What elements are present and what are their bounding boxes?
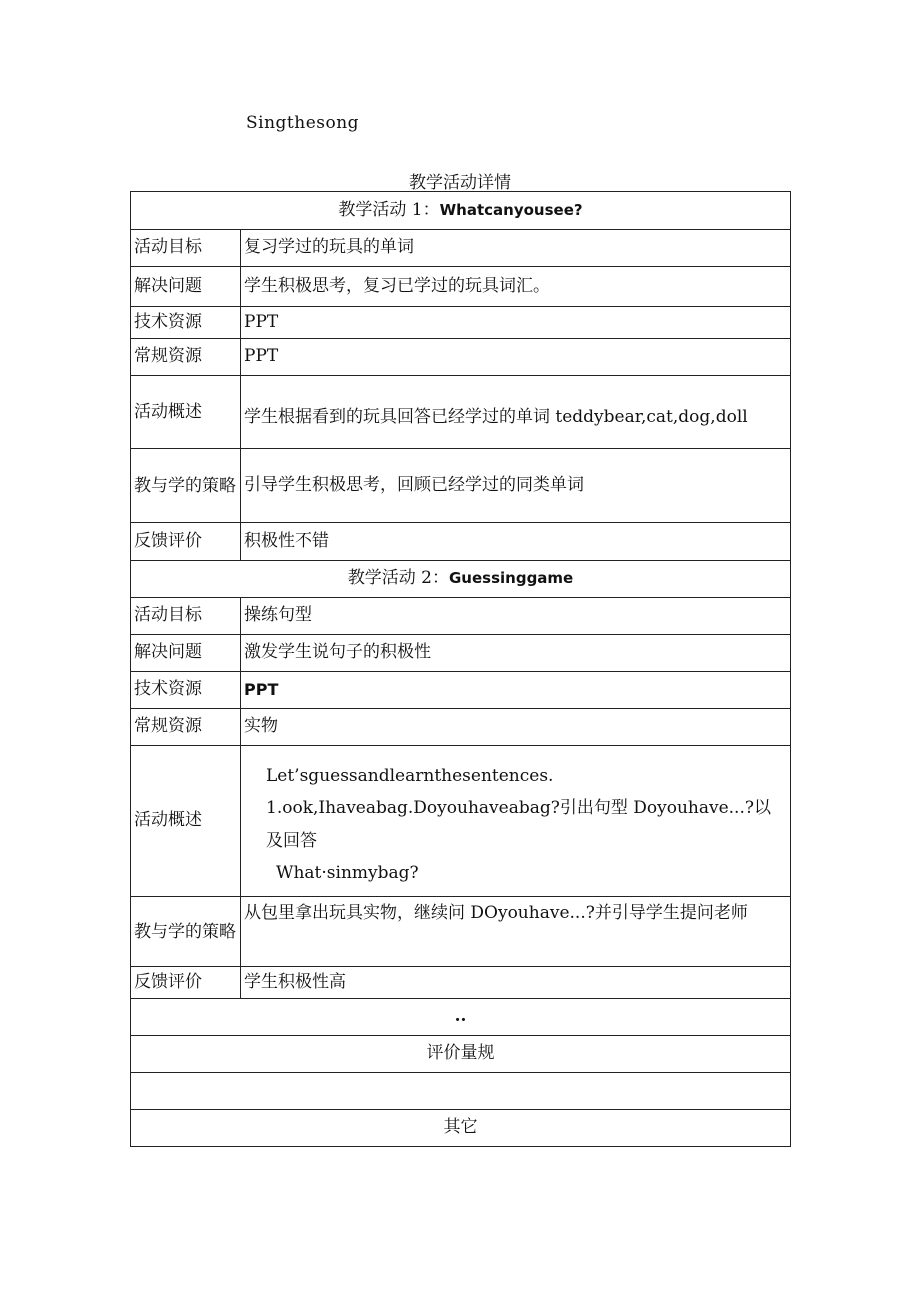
activity1-value-feedback: 积极性不错 xyxy=(241,523,791,561)
activity1-label-problem: 解决问题 xyxy=(131,267,241,307)
activity1-header-prefix: 教学活动 1： xyxy=(338,199,440,220)
activity2-value-goal: 操练句型 xyxy=(241,598,791,635)
table-title: 教学活动详情 xyxy=(409,173,511,193)
activity2-value-feedback: 学生积极性高 xyxy=(241,967,791,999)
activity1-label-feedback: 反馈评价 xyxy=(131,523,241,561)
activity2-row-feedback xyxy=(131,967,791,999)
activity1-value-problem: 学生积极思考，复习已学过的玩具词汇。 xyxy=(241,267,791,307)
overview-line-2: 1.ook,Ihaveabag.Doyouhaveabag?引出句型 Doyouhave...?以及回答 xyxy=(266,798,771,851)
activity1-header xyxy=(131,192,791,230)
activity2-header-prefix: 教学活动 2： xyxy=(347,568,449,589)
activity2-header xyxy=(131,561,791,598)
activity2-value-overview xyxy=(241,746,791,897)
ellipsis-cell: .. xyxy=(131,999,791,1036)
activity2-row-goal xyxy=(131,598,791,635)
activity1-label-overview: 活动概述 xyxy=(131,376,241,449)
activity2-label-tech: 技术资源 xyxy=(131,672,241,709)
activity2-row-tech xyxy=(131,672,791,709)
activity2-value-resource: 实物 xyxy=(241,709,791,746)
activity2-label-strategy: 教与学的策略 xyxy=(131,897,241,967)
overview-line-3: What·sinmybag? xyxy=(276,862,419,883)
evaluation-body-row xyxy=(131,1073,791,1110)
activity1-label-resource: 常规资源 xyxy=(131,339,241,376)
activity2-row-overview xyxy=(131,746,791,897)
overview-line-1: Let’sguessandlearnthesentences. xyxy=(266,766,554,786)
evaluation-body xyxy=(131,1073,791,1110)
intro-text: Singthesong xyxy=(246,113,360,133)
activity-table xyxy=(130,191,791,1147)
activity1-row-tech xyxy=(131,307,791,339)
activity1-value-tech: PPT xyxy=(241,307,791,339)
activity1-row-feedback xyxy=(131,523,791,561)
activity1-value-strategy: 引导学生积极思考，回顾已经学过的同类单词 xyxy=(241,449,791,523)
activity2-label-overview: 活动概述 xyxy=(131,746,241,897)
activity2-value-strategy: 从包里拿出玩具实物，继续问 DOyouhave...?并引导学生提问老师 xyxy=(241,897,791,967)
activity1-label-strategy: 教与学的策略 xyxy=(131,449,241,523)
activity2-value-problem: 激发学生说句子的积极性 xyxy=(241,635,791,672)
activity1-row-resource xyxy=(131,339,791,376)
activity2-row-resource xyxy=(131,709,791,746)
activity1-value-overview: 学生根据看到的玩具回答已经学过的单词 teddybear,cat,dog,doll xyxy=(241,376,791,449)
ellipsis-row xyxy=(131,999,791,1036)
activity2-label-feedback: 反馈评价 xyxy=(131,967,241,999)
evaluation-header-row xyxy=(131,1036,791,1073)
activity2-header-row xyxy=(131,561,791,598)
activity2-label-problem: 解决问题 xyxy=(131,635,241,672)
activity2-label-resource: 常规资源 xyxy=(131,709,241,746)
activity1-row-strategy xyxy=(131,449,791,523)
activity1-row-problem xyxy=(131,267,791,307)
activity1-label-tech: 技术资源 xyxy=(131,307,241,339)
activity1-label-goal: 活动目标 xyxy=(131,230,241,267)
activity1-row-goal xyxy=(131,230,791,267)
activity1-value-goal: 复习学过的玩具的单词 xyxy=(241,230,791,267)
activity1-header-name: Whatcanyousee? xyxy=(439,200,583,219)
activity2-header-name: Guessinggame xyxy=(448,569,574,588)
activity1-row-overview xyxy=(131,376,791,449)
activity2-label-goal: 活动目标 xyxy=(131,598,241,635)
evaluation-header: 评价量规 xyxy=(131,1036,791,1073)
other-header: 其它 xyxy=(131,1110,791,1147)
activity2-value-tech: PPT xyxy=(241,672,791,709)
activity2-row-strategy xyxy=(131,897,791,967)
activity1-header-row xyxy=(131,192,791,230)
activity2-row-problem xyxy=(131,635,791,672)
other-header-row xyxy=(131,1110,791,1147)
activity1-value-resource: PPT xyxy=(241,339,791,376)
